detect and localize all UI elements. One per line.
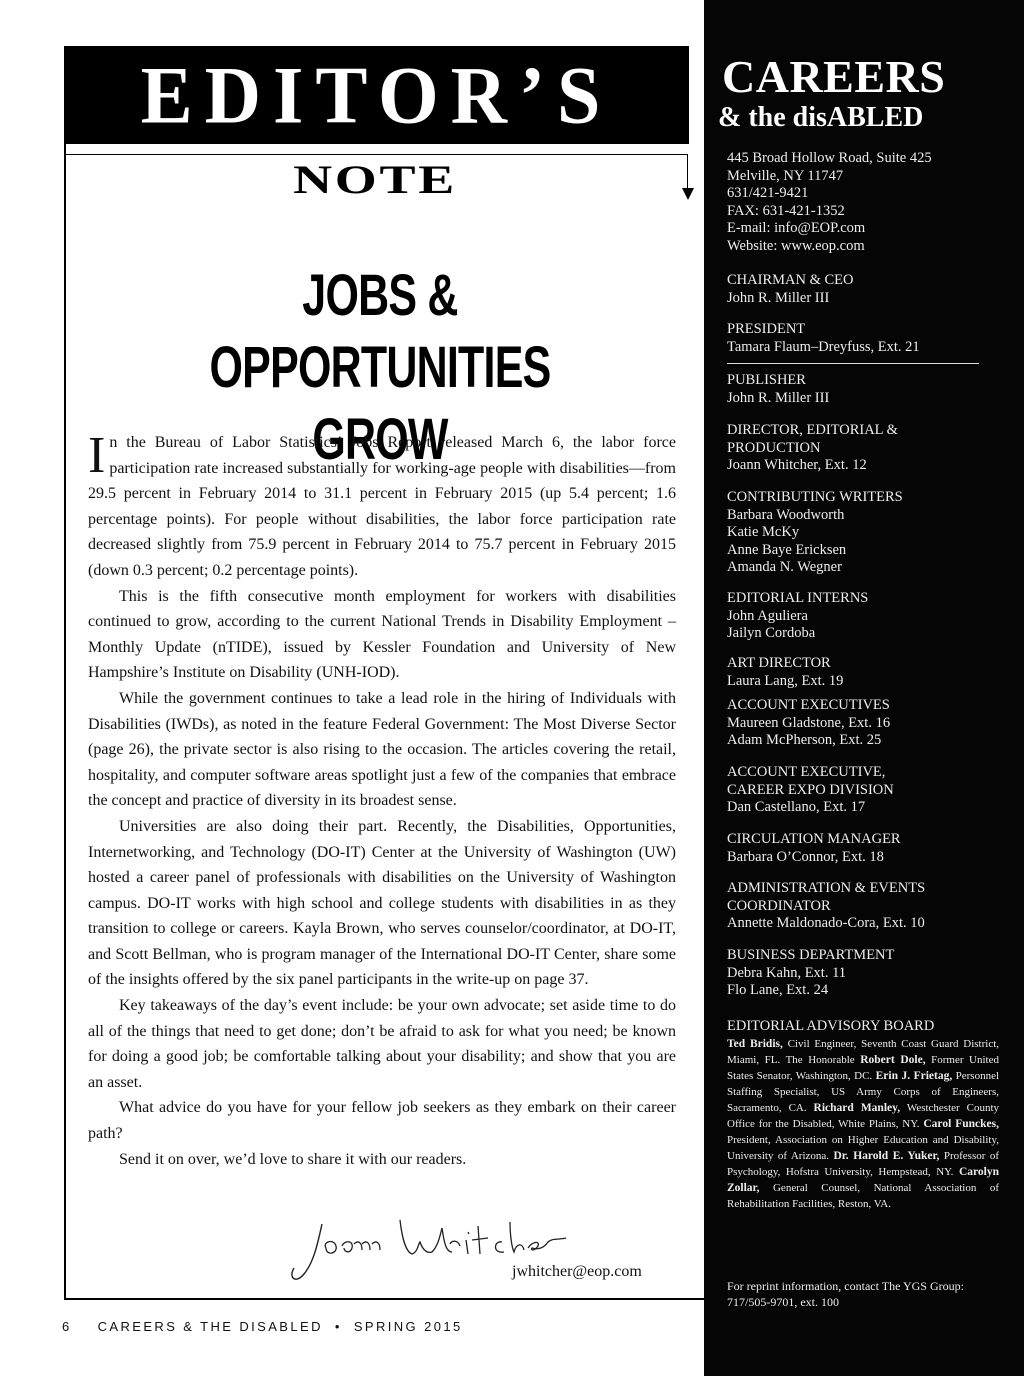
staff-title: ART DIRECTOR bbox=[727, 655, 831, 671]
staff-name: Katie McKy bbox=[727, 524, 800, 541]
headline-line-1: JOBS & OPPORTUNITIES bbox=[209, 263, 551, 400]
staff-name: Barbara O’Connor, Ext. 18 bbox=[727, 848, 884, 865]
staff-title: ACCOUNT EXECUTIVES bbox=[727, 697, 890, 713]
staff-name: Tamara Flaum–Dreyfuss, Ext. 21 bbox=[727, 338, 920, 355]
advisor-name: Carol Funckes, bbox=[923, 1117, 999, 1130]
advisor-name: Carolyn Zollar, bbox=[727, 1165, 999, 1194]
drop-cap: I bbox=[88, 427, 106, 484]
note-title: NOTE bbox=[293, 157, 457, 202]
article-paragraph bbox=[88, 427, 676, 584]
staff-name: Amanda N. Wegner bbox=[727, 559, 842, 576]
staff-title: DIRECTOR, EDITORIAL & bbox=[727, 422, 898, 438]
article-paragraph-text: n the Bureau of Labor Statistics’ Jobs Report released March 6, the labor force participation rate increased substantially for working-age people with disabilities—from 29.5 percent in February 2014 to 31.1 percent in February 2015 (up 5.4 percent; 1.6 percentage points). For people without disabilities, the labor force participation rate decreased slightly from 75.9 percent in February 2014 to 75.7 percent in February 2015 (down 0.3 percent; 0.2 percentage points). bbox=[88, 434, 676, 579]
staff-name: John R. Miller III bbox=[727, 289, 830, 306]
staff-title: ACCOUNT EXECUTIVE, bbox=[727, 764, 886, 780]
administration-block bbox=[727, 880, 999, 933]
staff-title: CHAIRMAN & CEO bbox=[727, 272, 854, 288]
expo-block bbox=[727, 764, 999, 817]
staff-name: Adam McPherson, Ext. 25 bbox=[727, 732, 882, 749]
advisor-desc: Professor of Psychology, Hofstra University, Hempstead, NY. bbox=[727, 1149, 999, 1178]
frame-top-rule bbox=[64, 154, 687, 155]
email-line: E-mail: info@EOP.com bbox=[727, 220, 866, 237]
frame-left-rule bbox=[64, 144, 66, 1300]
editors-banner bbox=[64, 46, 689, 144]
circulation-block bbox=[727, 831, 999, 866]
staff-title: CAREER EXPO DIVISION bbox=[727, 781, 894, 798]
masthead-logo-line-1: CAREERS bbox=[722, 51, 946, 102]
business-block bbox=[727, 947, 999, 1000]
staff-name: Laura Lang, Ext. 19 bbox=[727, 672, 844, 689]
president-block bbox=[727, 321, 999, 356]
interns-block bbox=[727, 590, 999, 643]
staff-name: Flo Lane, Ext. 24 bbox=[727, 982, 829, 999]
down-arrow-icon bbox=[682, 188, 694, 200]
advisor-name: Dr. Harold E. Yuker, bbox=[833, 1149, 940, 1162]
reprint-info bbox=[727, 1278, 999, 1310]
staff-name: John Aguliera bbox=[727, 607, 808, 624]
fax-line: FAX: 631-421-1352 bbox=[727, 202, 845, 219]
staff-title: ADMINISTRATION & EVENTS bbox=[727, 880, 926, 896]
staff-title: BUSINESS DEPARTMENT bbox=[727, 947, 895, 963]
staff-title: PRESIDENT bbox=[727, 321, 806, 337]
staff-title: EDITORIAL ADVISORY BOARD bbox=[727, 1018, 935, 1034]
editor-email: jwhitcher@eop.com bbox=[512, 1263, 642, 1280]
staff-name: Anne Baye Ericksen bbox=[727, 541, 847, 558]
art-director-block bbox=[727, 655, 999, 690]
footer-separator-dot: • bbox=[334, 1319, 342, 1334]
advisor-desc: President, Association on Higher Education and Disability, University of Arizona. bbox=[727, 1133, 999, 1162]
publisher-block bbox=[727, 372, 999, 407]
article-paragraph: What advice do you have for your fellow job seekers as they embark on their career path? bbox=[88, 1099, 676, 1143]
page-number: 6 bbox=[62, 1319, 72, 1334]
reprint-line: 717/505-9701, ext. 100 bbox=[727, 1295, 839, 1309]
advisory-board-block bbox=[727, 1018, 999, 1212]
staff-title: CONTRIBUTING WRITERS bbox=[727, 489, 903, 505]
phone-line: 631/421-9421 bbox=[727, 185, 809, 202]
reprint-line: For reprint information, contact The YGS Group: bbox=[727, 1279, 964, 1293]
staff-title: COORDINATOR bbox=[727, 897, 831, 914]
staff-name: Maureen Gladstone, Ext. 16 bbox=[727, 714, 891, 731]
staff-name: Joann Whitcher, Ext. 12 bbox=[727, 457, 867, 474]
article-paragraph: This is the fifth consecutive month employment for workers with disabilities continued to grow, according to the current National Trends in Disability Employment – Monthly Update (nTIDE), issued by Kessler Foundation and University of New Hampshire’s Institute on Disability (UNH-IOD). bbox=[88, 587, 676, 682]
staff-name: Barbara Woodworth bbox=[727, 506, 845, 523]
advisor-desc: General Counsel, National Association of Rehabilitation Facilities, Reston, VA. bbox=[727, 1181, 999, 1210]
account-execs-block bbox=[727, 697, 999, 750]
advisor-desc: Personnel Staffing Specialist, US Army Corps of Engineers, Sacramento, CA. bbox=[727, 1069, 1000, 1114]
chairman-block bbox=[727, 272, 999, 307]
article-paragraph: Key takeaways of the day’s event include: be your own advocate; set aside time to do all of the things that need to get done; don’t be afraid to ask for what you need; be known for doing a good job; be comfortable talking about your disability; and show that you are an asset. bbox=[88, 997, 676, 1091]
director-block bbox=[727, 422, 999, 475]
contact-block bbox=[727, 150, 999, 256]
staff-title: PRODUCTION bbox=[727, 439, 821, 456]
staff-title: EDITORIAL INTERNS bbox=[727, 590, 869, 606]
advisory-board-text bbox=[727, 1036, 999, 1212]
staff-name: Jailyn Cordoba bbox=[727, 625, 816, 642]
article-paragraph: While the government continues to take a lead role in the hiring of Individuals with Disabilities (IWDs), as noted in the feature Federal Government: The Most Diverse Sector (page 26), the private sector is also rising to the occasion. The articles covering the retail, hospitality, and computer software areas spotlight just a few of the companies that embrace the concept and practice of diversity in its broadest sense. bbox=[88, 689, 676, 810]
advisor-desc: Civil Engineer, Seventh Coast Guard District, Miami, FL. The Honorable bbox=[727, 1037, 1000, 1066]
address-line: 445 Broad Hollow Road, Suite 425 bbox=[727, 150, 932, 166]
advisor-desc: Former United States Senator, Washington, DC. bbox=[727, 1053, 999, 1082]
masthead bbox=[704, 0, 1024, 1376]
advisor-name: Erin J. Frietag, bbox=[875, 1069, 953, 1082]
website-line: Website: www.eop.com bbox=[727, 237, 865, 254]
frame-bottom-rule bbox=[64, 1298, 706, 1300]
staff-name: John R. Miller III bbox=[727, 389, 830, 406]
advisor-desc: Westchester County Office for the Disabled, White Plains, NY. bbox=[727, 1101, 999, 1130]
staff-title: PUBLISHER bbox=[727, 372, 806, 388]
advisor-name: Richard Manley, bbox=[813, 1101, 901, 1114]
address-line: Melville, NY 11747 bbox=[727, 167, 844, 184]
advisor-name: Ted Bridis, bbox=[727, 1037, 783, 1050]
article-body bbox=[88, 427, 676, 1172]
masthead-divider bbox=[727, 363, 979, 364]
staff-name: Dan Castellano, Ext. 17 bbox=[727, 799, 866, 816]
footer-magazine: CAREERS & THE DISABLED bbox=[97, 1319, 323, 1334]
article-paragraph: Universities are also doing their part. Recently, the Disabilities, Opportunities, Internetworking, and Technology (DO-IT) Center at the University of Washington (UW) hosted a career panel of professionals with disabilities on the University of Washington campus. DO-IT works with high school and college students with disabilities in as they transition to college or careers. Kayla Brown, who serves counselor/coordinator, at DO-IT, and Scott Bellman, who is program manager of the International DO-IT Center, share some of the insights offered by the six panel participants in the write-up on page 37. bbox=[88, 817, 676, 989]
staff-name: Annette Maldonado-Cora, Ext. 10 bbox=[727, 915, 925, 932]
footer-issue: SPRING 2015 bbox=[353, 1319, 463, 1334]
frame-arrow-line bbox=[687, 154, 688, 190]
headline-line-2: GROW bbox=[312, 407, 448, 472]
article-paragraph: Send it on over, we’d love to share it with our readers. bbox=[119, 1150, 467, 1168]
staff-title: CIRCULATION MANAGER bbox=[727, 831, 901, 847]
page-footer bbox=[62, 1319, 463, 1334]
advisor-name: Robert Dole, bbox=[860, 1053, 926, 1066]
writers-block bbox=[727, 489, 999, 577]
banner-title: EDITOR’S bbox=[140, 48, 613, 141]
masthead-logo-line-2: & the disABLED bbox=[718, 102, 924, 133]
staff-name: Debra Kahn, Ext. 11 bbox=[727, 964, 847, 981]
